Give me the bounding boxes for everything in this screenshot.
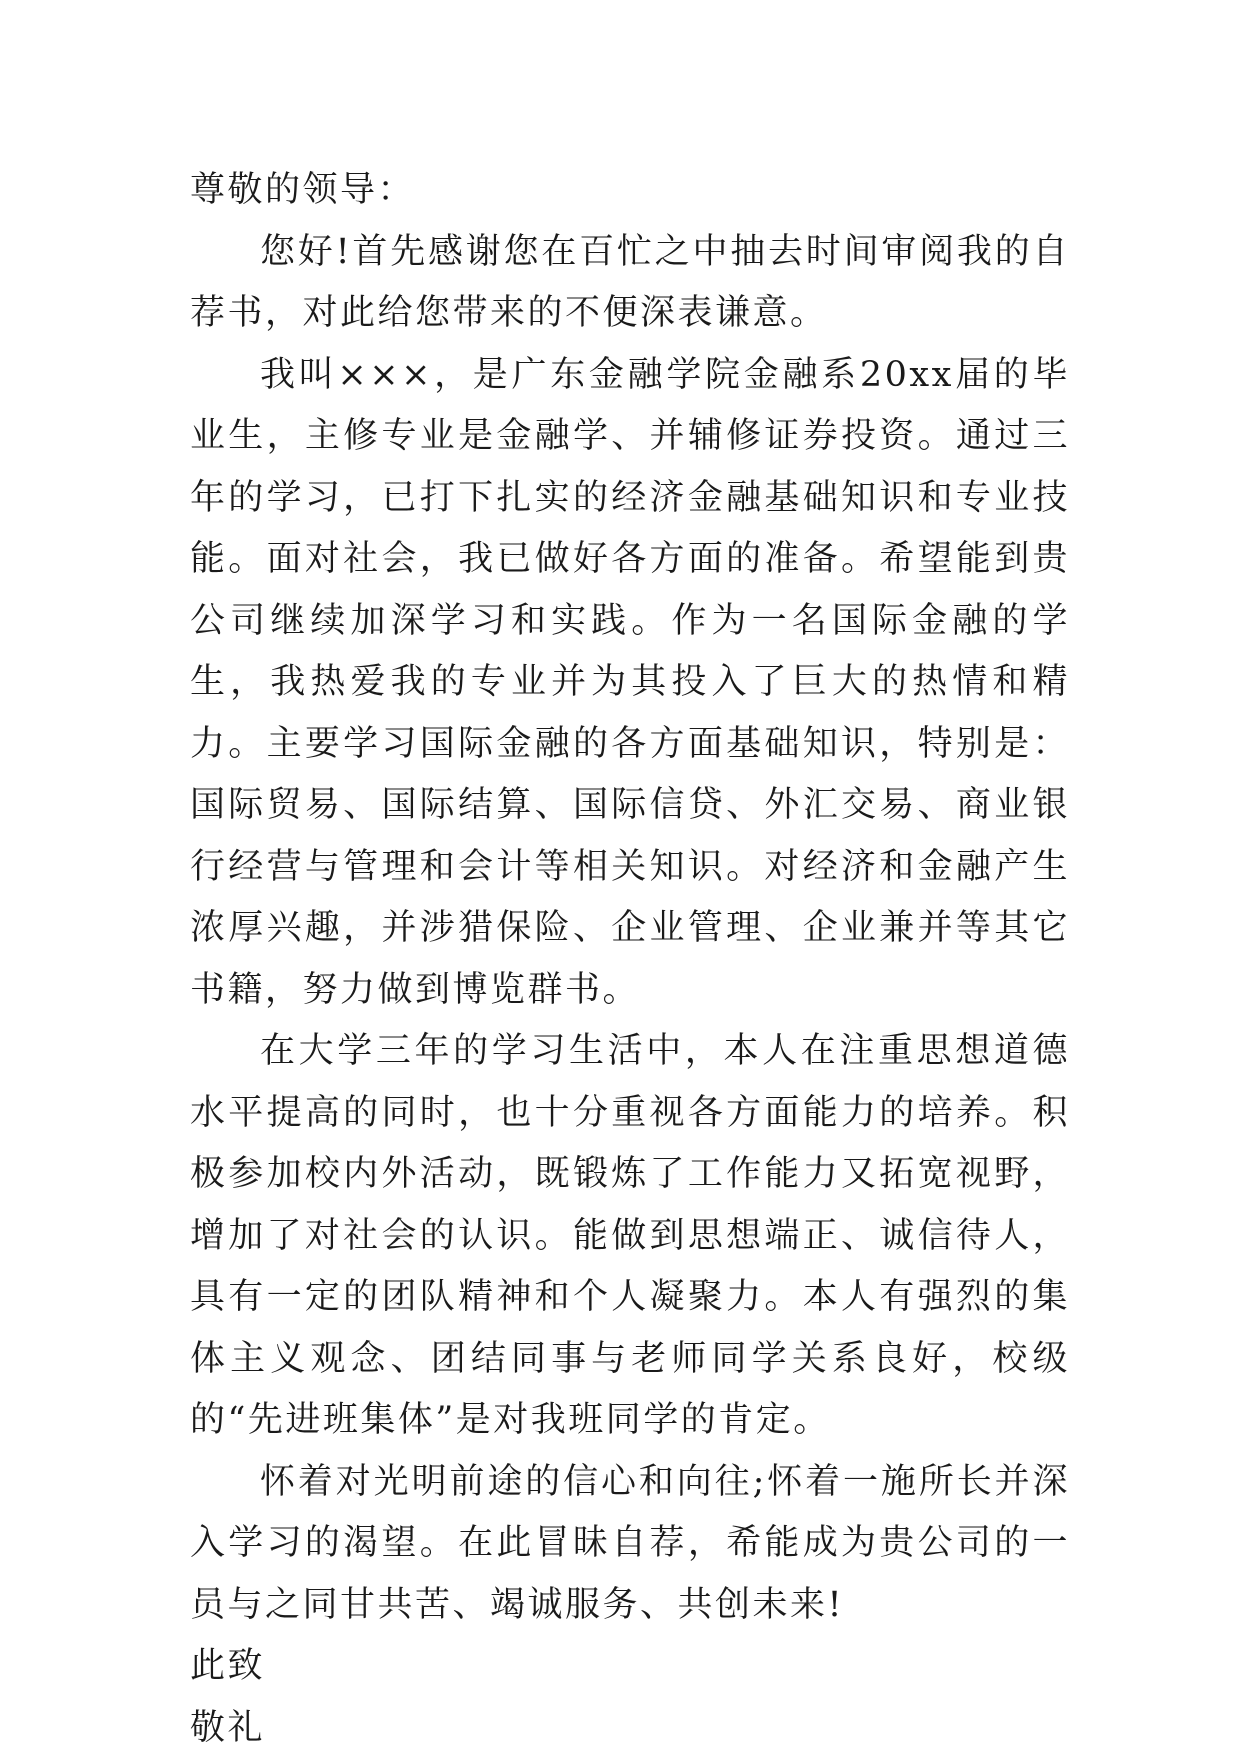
paragraph-conclusion: 怀着对光明前途的信心和向往;怀着一施所长并深入学习的渴望。在此冒昧自荐，希能成为贵公司的一员与之同甘共苦、竭诚服务、共创未来! xyxy=(190,1452,1070,1637)
closing-regards: 此致 xyxy=(190,1636,1070,1698)
salutation: 尊敬的领导： xyxy=(190,160,1070,222)
cover-letter xyxy=(190,160,1070,1759)
paragraph-introduction: 我叫×××，是广东金融学院金融系20xx届的毕业生，主修专业是金融学、并辅修证券投资。通过三年的学习，已打下扎实的经济金融基础知识和专业技能。面对社会，我已做好各方面的准备。希望能到贵公司继续加深学习和实践。作为一名国际金融的学生，我热爱我的专业并为其投入了巨大的热情和精力。主要学习国际金融的各方面基础知识，特别是：国际贸易、国际结算、国际信贷、外汇交易、商业银行经营与管理和会计等相关知识。对经济和金融产生浓厚兴趣，并涉猎保险、企业管理、企业兼并等其它书籍，努力做到博览群书。 xyxy=(190,345,1070,1022)
paragraph-university-life: 在大学三年的学习生活中，本人在注重思想道德水平提高的同时，也十分重视各方面能力的培养。积极参加校内外活动，既锻炼了工作能力又拓宽视野，增加了对社会的认识。能做到思想端正、诚信待人，具有一定的团队精神和个人凝聚力。本人有强烈的集体主义观念、团结同事与老师同学关系良好，校级的“先进班集体”是对我班同学的肯定。 xyxy=(190,1021,1070,1452)
closing-salute: 敬礼 xyxy=(190,1698,1070,1759)
paragraph-greeting: 您好!首先感谢您在百忙之中抽去时间审阅我的自荐书，对此给您带来的不便深表谦意。 xyxy=(190,222,1070,345)
